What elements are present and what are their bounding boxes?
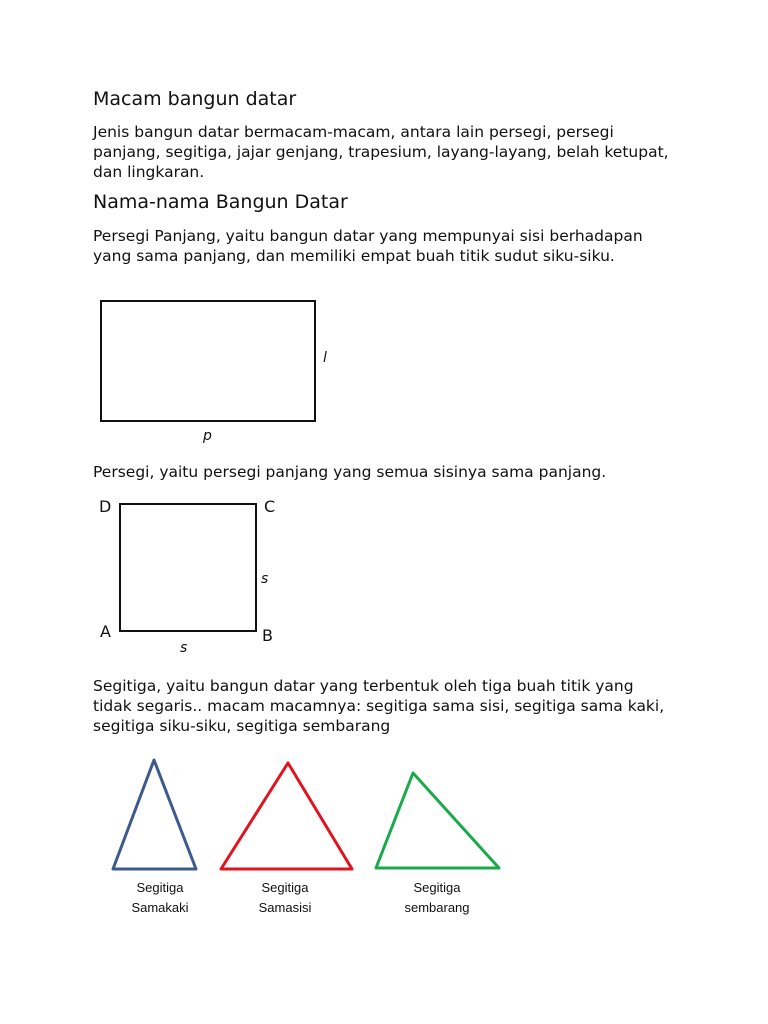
caption-line2: sembarang: [404, 900, 470, 915]
equilateral-triangle: [221, 763, 352, 869]
caption-segitiga-samasisi: [230, 878, 340, 918]
caption-line2: Samakaki: [131, 900, 189, 915]
caption-segitiga-samakaki: [105, 878, 215, 918]
caption-line2: Samasisi: [258, 900, 312, 915]
square-side-label-bottom: s: [180, 640, 188, 656]
square-vertex-c: C: [264, 497, 276, 516]
isosceles-triangle: [113, 760, 196, 869]
intro-paragraph: Jenis bangun datar bermacam-macam, antara lain persegi, persegi panjang, segitiga, jajar genjang, trapesium, layang-layang, belah ketupat, dan lingkaran.: [93, 123, 669, 181]
caption-line1: Segitiga: [413, 880, 461, 895]
segitiga-paragraph: Segitiga, yaitu bangun datar yang terbentuk oleh tiga buah titik yang tidak segaris.. macam macamnya: segitiga sama sisi, segitiga sama kaki, segitiga siku-siku, segitiga sembarang: [93, 677, 665, 735]
scalene-triangle: [376, 773, 499, 868]
heading-macam-bangun-datar: Macam bangun datar: [93, 88, 297, 110]
persegi-paragraph: Persegi, yaitu persegi panjang yang semua sisinya sama panjang.: [93, 463, 607, 481]
square-vertex-a: A: [100, 622, 111, 641]
rectangle-label-l: l: [323, 350, 327, 366]
caption-segitiga-sembarang: [382, 878, 492, 918]
persegi-panjang-paragraph: Persegi Panjang, yaitu bangun datar yang mempunyai sisi berhadapan yang sama panjang, dan memiliki empat buah titik sudut siku-siku.: [93, 227, 643, 265]
caption-line1: Segitiga: [136, 880, 184, 895]
rectangle-label-p: p: [203, 428, 212, 444]
heading-nama-nama-bangun-datar: Nama-nama Bangun Datar: [93, 191, 348, 213]
square-vertex-b: B: [262, 626, 273, 645]
caption-line1: Segitiga: [261, 880, 309, 895]
square-side-label-right: s: [261, 571, 269, 587]
square-vertex-d: D: [99, 497, 112, 516]
